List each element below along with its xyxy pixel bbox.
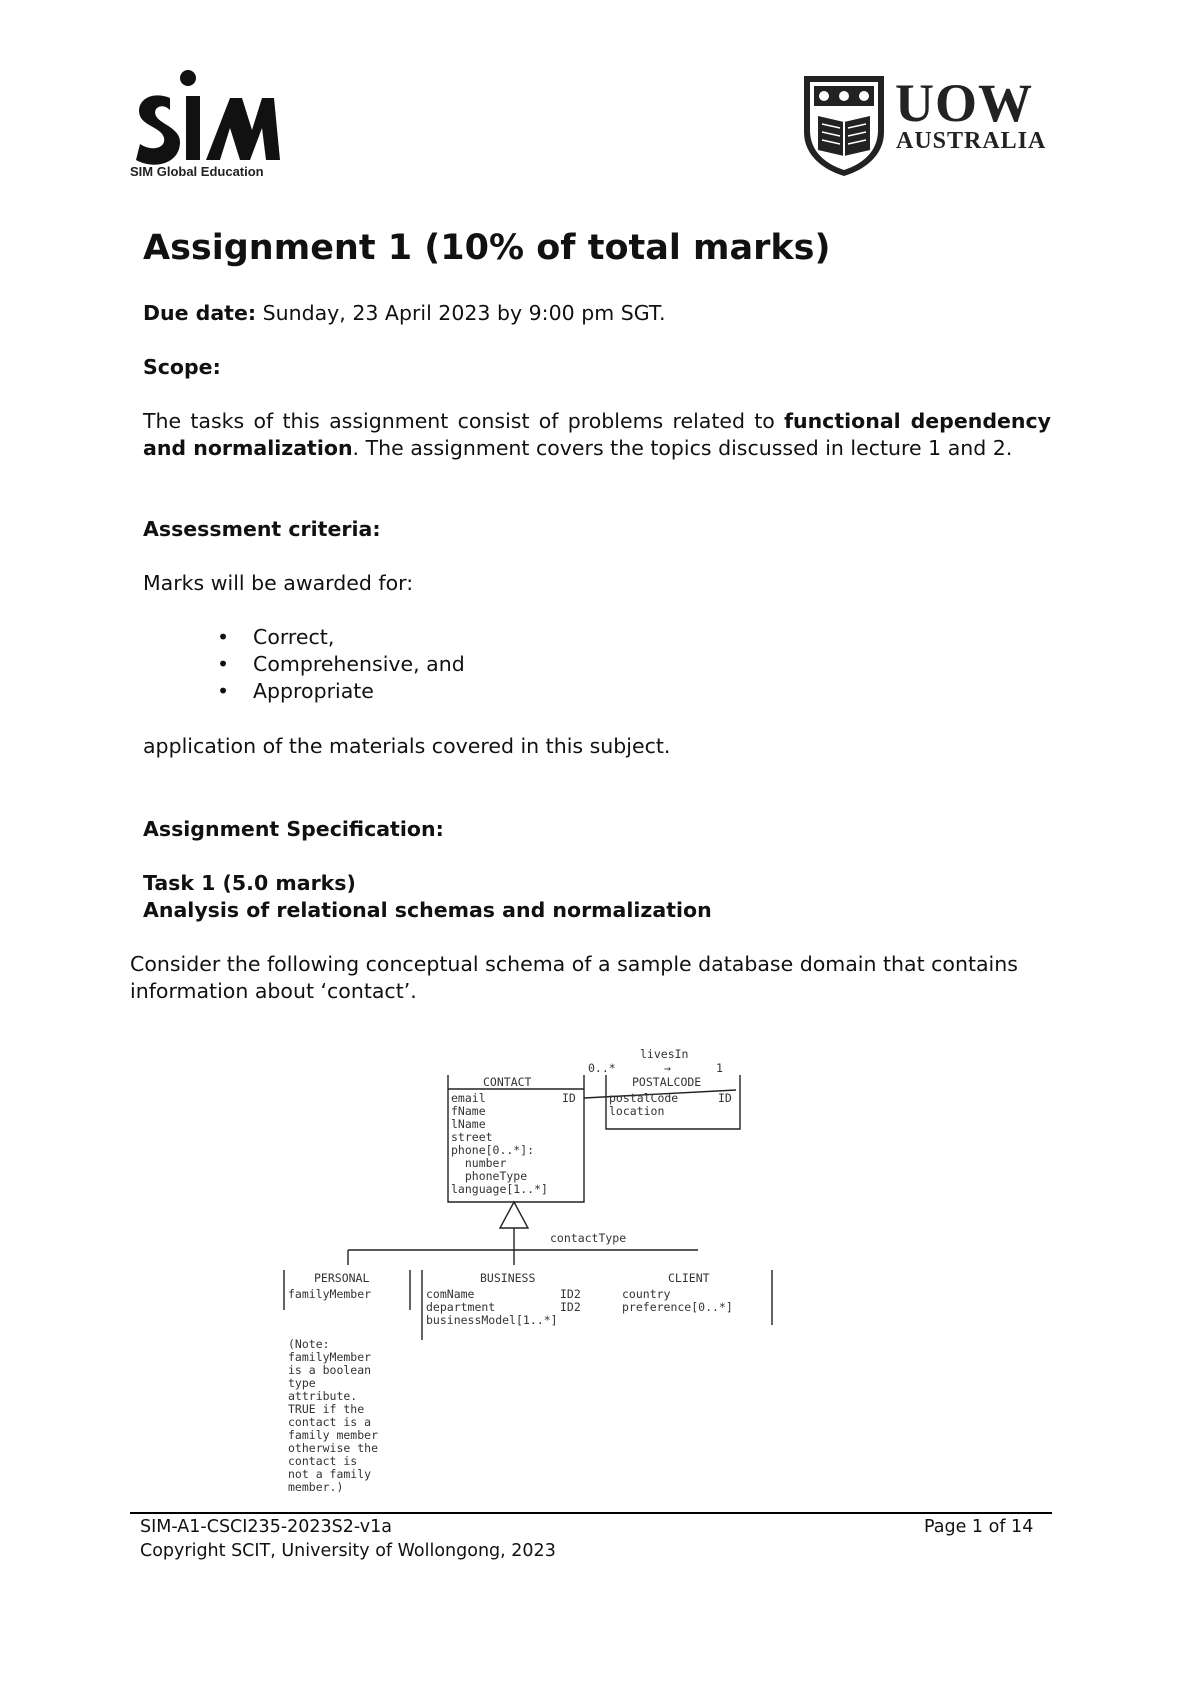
business-id-tag: ID2: [560, 1300, 581, 1314]
contact-attr: lName: [451, 1117, 486, 1131]
due-date: [143, 300, 665, 327]
client-attr: country: [622, 1287, 671, 1301]
list-item: • Comprehensive, and: [143, 651, 465, 678]
note-line: contact is: [288, 1454, 358, 1468]
footer-doc-id: SIM-A1-CSCI235-2023S2-v1a: [140, 1517, 392, 1537]
uow-crest-icon: [800, 72, 888, 178]
scope-text-1: The tasks of this assignment consist of problems related to: [143, 409, 785, 433]
client-entity-name: CLIENT: [668, 1271, 710, 1285]
note-line: TRUE if the: [288, 1402, 365, 1416]
criteria-intro: Marks will be awarded for:: [143, 571, 414, 595]
footer-page-number: Page 1 of 14: [924, 1517, 1034, 1537]
note-line: otherwise the: [288, 1441, 379, 1455]
contact-attr: language[1..*]: [451, 1182, 548, 1196]
contact-attr: email: [451, 1091, 486, 1105]
uml-diagram: [270, 1040, 790, 1500]
criteria-heading: Assessment criteria:: [143, 517, 381, 541]
personal-attr: familyMember: [288, 1287, 372, 1301]
postal-id-tag: ID: [718, 1091, 732, 1105]
uow-logo-subtext: AUSTRALIA: [896, 128, 1047, 154]
note-line: family member: [288, 1428, 379, 1442]
contact-attr: street: [451, 1130, 493, 1144]
postal-attr: location: [609, 1104, 665, 1118]
uow-logo-text: UOW: [895, 73, 1033, 133]
contact-attr: fName: [451, 1104, 486, 1118]
page-title: Assignment 1 (10% of total marks): [143, 228, 831, 268]
contact-attr: phoneType: [451, 1169, 528, 1183]
personal-entity-name: PERSONAL: [314, 1271, 370, 1285]
note-line: contact is a: [288, 1415, 372, 1429]
scope-text-2: . The assignment covers the topics discussed in lecture 1 and 2.: [352, 436, 1013, 460]
task-subtitle: Analysis of relational schemas and normalization: [143, 898, 712, 922]
multiplicity-left: 0..*: [588, 1061, 616, 1075]
criteria-outro: application of the materials covered in this subject.: [143, 734, 671, 758]
note-line: familyMember: [288, 1350, 372, 1364]
due-date-label: Due date:: [143, 301, 257, 325]
note-line: member.): [288, 1480, 344, 1494]
criteria-list: [143, 624, 465, 705]
spec-heading: Assignment Specification:: [143, 817, 444, 841]
note-line: type: [288, 1376, 316, 1390]
association-arrow: →: [664, 1061, 671, 1075]
task-intro: Consider the following conceptual schema of a sample database domain that contains information about ‘contact’.: [130, 952, 1018, 1003]
business-id-tag: ID2: [560, 1287, 581, 1301]
footer-copyright: Copyright SCIT, University of Wollongong, 2023: [140, 1541, 556, 1561]
note-line: not a family: [288, 1467, 372, 1481]
scope-paragraph: [143, 408, 1051, 462]
list-item: • Correct,: [143, 624, 465, 651]
footer-divider: [130, 1512, 1052, 1514]
contact-id-tag: ID: [562, 1091, 576, 1105]
contact-attr: phone[0..*]:: [451, 1143, 535, 1157]
business-attr: department: [426, 1300, 496, 1314]
client-attr: preference[0..*]: [622, 1300, 733, 1314]
note-line: (Note:: [288, 1337, 330, 1351]
multiplicity-right: 1: [716, 1061, 723, 1075]
business-entity-name: BUSINESS: [480, 1271, 536, 1285]
postal-entity-name: POSTALCODE: [632, 1075, 702, 1089]
contact-attr: number: [451, 1156, 507, 1170]
due-date-value: Sunday, 23 April 2023 by 9:00 pm SGT.: [256, 301, 666, 325]
business-attr: businessModel[1..*]: [426, 1313, 558, 1327]
postal-attr: postalCode: [609, 1091, 679, 1105]
business-attr: comName: [426, 1287, 475, 1301]
contact-entity-name: CONTACT: [483, 1075, 532, 1089]
scope-heading: Scope:: [143, 355, 221, 379]
generalization-label: contactType: [550, 1231, 627, 1245]
sim-logo-caption: SIM Global Education: [130, 164, 264, 179]
note-line: is a boolean: [288, 1363, 372, 1377]
relationship-label: livesIn: [640, 1047, 689, 1061]
list-item: • Appropriate: [143, 678, 465, 705]
scope-text-bold: functional dependency and normalization: [143, 409, 1052, 460]
note-line: attribute.: [288, 1389, 358, 1403]
task-title: Task 1 (5.0 marks): [143, 871, 356, 895]
